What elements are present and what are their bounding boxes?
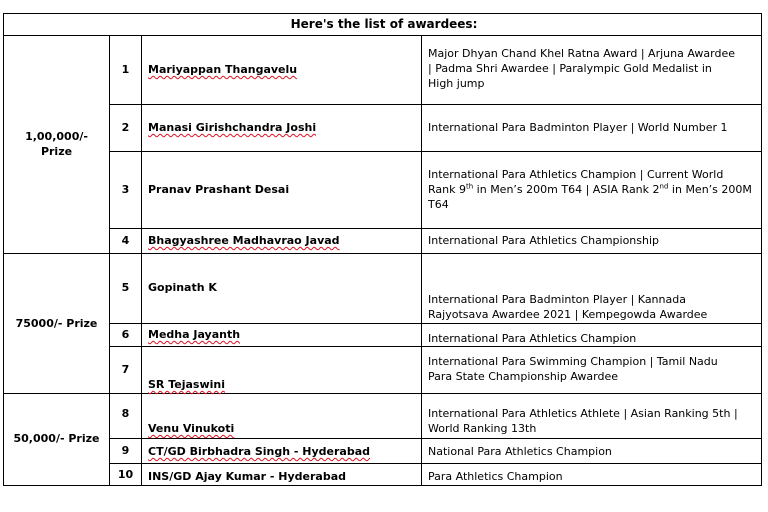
row-divider: [109, 438, 762, 439]
column-divider: [421, 35, 422, 486]
table-border: [761, 13, 762, 486]
row-divider: [109, 151, 762, 152]
row-number: 8: [121, 407, 130, 420]
awardee-name: Mariyappan Thangavelu: [148, 63, 298, 76]
row-divider: [109, 463, 762, 464]
row-divider: [109, 346, 762, 347]
row-number: 7: [121, 363, 130, 376]
prize-group-label: 1,00,000/- Prize: [25, 130, 88, 158]
prize-group-label: 75000/- Prize: [15, 317, 98, 330]
awardee-details: International Para Athletics Champion | Current World Rank 9th in Men’s 200m T64 | ASIA Rank 2nd in Men’s 200M T64: [428, 168, 752, 211]
prize-group-label: 50,000/- Prize: [13, 432, 100, 445]
row-divider: [109, 228, 762, 229]
row-number: 2: [121, 121, 130, 134]
awardee-details: Para Athletics Champion: [428, 470, 563, 483]
awardee-details: International Para Swimming Champion | Tamil Nadu Para State Championship Awardee: [428, 355, 718, 383]
table-title: Here's the list of awardees:: [290, 17, 478, 31]
group-divider: [3, 393, 762, 394]
awardee-name: CT/GD Birbhadra Singh - Hyderabad: [148, 445, 371, 458]
row-divider: [109, 323, 762, 324]
row-number: 3: [121, 183, 130, 196]
awardee-name: Medha Jayanth: [148, 328, 241, 341]
awardee-name: Pranav Prashant Desai: [148, 183, 290, 196]
awardee-name: INS/GD Ajay Kumar - Hyderabad: [148, 470, 347, 483]
table-border: [3, 13, 762, 14]
awardee-details: Major Dhyan Chand Khel Ratna Award | Arjuna Awardee | Padma Shri Awardee | Paralympic Gold Medalist in High jump: [428, 47, 735, 90]
row-number: 9: [121, 444, 130, 457]
row-number: 6: [121, 328, 130, 341]
awardee-details: National Para Athletics Champion: [428, 445, 612, 458]
awardee-name: Bhagyashree Madhavrao Javad: [148, 234, 340, 247]
table-border: [3, 13, 4, 486]
awardee-name: Manasi Girishchandra Joshi: [148, 121, 317, 134]
table-border: [3, 485, 762, 486]
header-divider: [3, 35, 762, 36]
awardee-name: Venu Vinukoti: [148, 422, 235, 435]
row-number: 10: [117, 468, 134, 481]
row-divider: [109, 104, 762, 105]
awardee-details: International Para Athletics Athlete | Asian Ranking 5th | World Ranking 13th: [428, 407, 738, 435]
awardee-name: SR Tejaswini: [148, 378, 225, 391]
column-divider: [141, 35, 142, 486]
row-number: 5: [121, 281, 130, 294]
awardee-details: International Para Athletics Championship: [428, 234, 660, 247]
group-divider: [3, 253, 762, 254]
awardee-details: International Para Badminton Player | Kannada Rajyotsava Awardee 2021 | Kempegowda Awardee: [428, 293, 708, 321]
awardee-details: International Para Athletics Champion: [428, 332, 637, 345]
row-number: 4: [121, 234, 130, 247]
awardee-name: Gopinath K: [148, 281, 217, 294]
row-number: 1: [121, 63, 130, 76]
awardee-details: International Para Badminton Player | World Number 1: [428, 121, 728, 134]
